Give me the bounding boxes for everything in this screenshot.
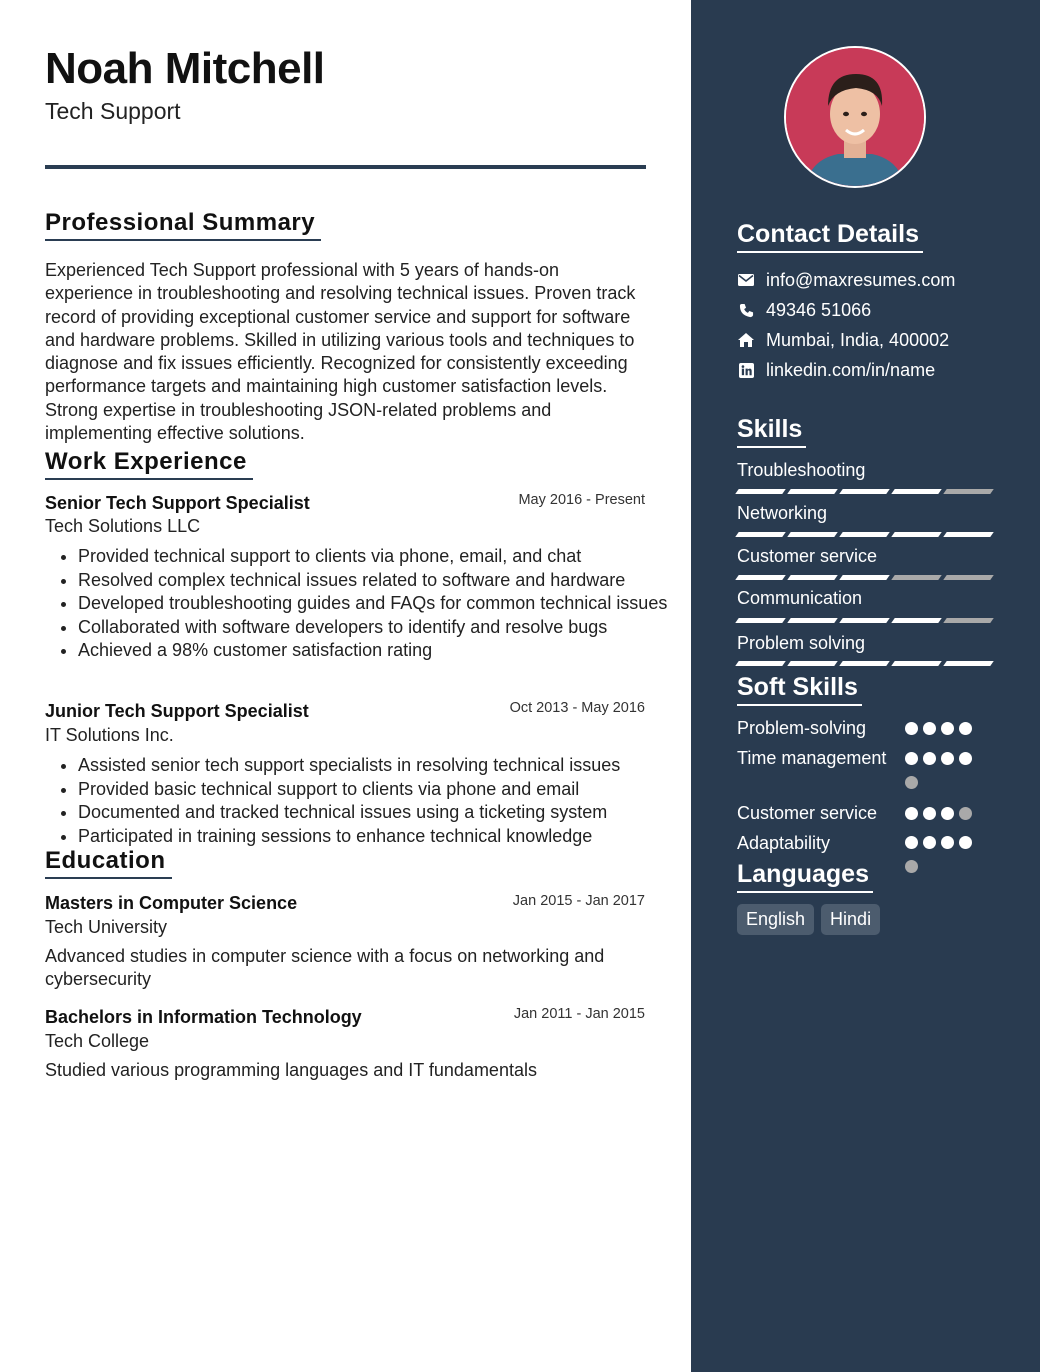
contact-phone[interactable] [737,298,871,322]
skill-level-segment [839,575,890,580]
soft-skill-dot [959,752,972,765]
envelope-icon [737,271,755,289]
skill-bar [737,532,997,537]
skill-label: Networking [737,503,828,523]
skill-level-segment [839,661,890,666]
soft-skill-label: Adaptability [737,833,831,853]
skill-level-segment [891,618,942,623]
skill-level-segment [735,618,786,623]
summary-heading: Professional Summary [45,209,321,241]
skill-level-segment [787,618,838,623]
contact-email[interactable] [737,268,955,292]
skill-label: Problem solving [737,633,866,653]
skill-level-segment [943,575,994,580]
degree-description: Studied various programming languages and IT fundamentals [45,1060,537,1080]
soft-skill-dot [941,836,954,849]
degree-title: Bachelors in Information Technology [45,1007,362,1027]
job-bullets [45,754,678,848]
experience-heading: Work Experience [45,448,253,480]
skill-level-segment [839,489,890,494]
degree-title: Masters in Computer Science [45,893,298,913]
skill-level-segment [891,489,942,494]
skill-level-segment [891,661,942,666]
skill-bar [737,618,997,623]
contact-linkedin-text: linkedin.com/in/name [766,359,936,380]
job-dates: May 2016 - Present [518,492,645,508]
soft-skill-dots [905,752,977,800]
skill-label: Customer service [737,546,878,566]
soft-skill-dot [923,836,936,849]
contact-address [737,328,949,352]
list-item: • Collaborated with software developers to identify and resolve bugs [78,616,678,640]
skill-level-segment [787,532,838,537]
skill-bar [737,489,997,494]
job-bullets [45,545,678,663]
soft-skill-dot [923,752,936,765]
candidate-name: Noah Mitchell [45,44,325,93]
skills-heading: Skills [737,415,806,448]
school-name: Tech University [45,917,168,937]
soft-skill-label: Time management [737,748,887,768]
job-title: Junior Tech Support Specialist [45,701,309,721]
sidebar [691,0,1040,1372]
contact-heading: Contact Details [737,220,923,253]
soft-skill-dot [905,836,918,849]
skill-level-segment [735,661,786,666]
list-item: • Participated in training sessions to enhance technical knowledge [78,825,678,849]
skill-level-segment [943,618,994,623]
skill-level-segment [787,661,838,666]
list-item: • Assisted senior tech support specialists in resolving technical issues [78,754,678,778]
list-item: • Documented and tracked technical issues using a ticketing system [78,801,678,825]
skill-level-segment [839,532,890,537]
soft-skill-dot [959,807,972,820]
skill-level-segment [735,532,786,537]
list-item: • Provided basic technical support to clients via phone and email [78,778,678,802]
list-item: • Provided technical support to clients via phone, email, and chat [78,545,678,569]
profile-photo [784,46,926,188]
job-title: Senior Tech Support Specialist [45,493,310,513]
skill-level-segment [943,489,994,494]
skill-label: Troubleshooting [737,460,866,480]
language-pill: English [737,904,814,935]
list-item: • Resolved complex technical issues related to software and hardware [78,569,678,593]
soft-skill-dot [905,722,918,735]
skill-bar [737,575,997,580]
soft-skill-dot [959,836,972,849]
contact-linkedin[interactable] [737,358,935,382]
soft-skill-dots [905,722,977,746]
soft-skill-dot [959,722,972,735]
soft-skill-dot [905,752,918,765]
skill-level-segment [891,575,942,580]
soft-skill-dot [941,722,954,735]
skill-level-segment [735,489,786,494]
school-name: Tech College [45,1031,150,1051]
soft-skill-dot [941,807,954,820]
soft-skill-dot [905,807,918,820]
soft-skill-dot [923,807,936,820]
contact-phone-text: 49346 51066 [766,299,872,320]
languages-heading: Languages [737,860,873,893]
list-item: • Developed troubleshooting guides and FAQs for common technical issues [78,592,678,616]
contact-address-text: Mumbai, India, 400002 [766,329,950,350]
skill-label: Communication [737,588,863,608]
phone-icon [737,301,755,319]
skill-level-segment [943,661,994,666]
degree-dates: Jan 2015 - Jan 2017 [512,893,645,909]
education-heading: Education [45,847,172,879]
soft-skill-label: Customer service [737,803,878,823]
summary-text: Experienced Tech Support professional with 5 years of hands-on experience in troubleshooting and resolving technical issues. Proven track record of providing exceptional customer service and support for software and hardware problems. Skilled in utilizing various tools and techniques to diagnose and fix issues efficiently. Recognized for consistently exceeding performance targets and maintaining high customer satisfaction levels. Strong expertise in troubleshooting JSON-related problems and implementing effective solutions. [45,260,636,444]
skill-level-segment [787,489,838,494]
soft-skill-dot [905,860,918,873]
list-item: • Achieved a 98% customer satisfaction rating [78,639,678,663]
skill-level-segment [891,532,942,537]
contact-email-text: info@maxresumes.com [766,269,956,290]
skill-level-segment [943,532,994,537]
degree-dates: Jan 2011 - Jan 2015 [513,1006,645,1022]
soft-skill-dots [905,836,977,884]
skill-bar [737,661,997,666]
job-company: IT Solutions Inc. [45,725,174,745]
language-pill: Hindi [821,904,880,935]
soft-skill-dot [923,722,936,735]
linkedin-icon [737,361,755,379]
soft-skills-heading: Soft Skills [737,673,862,706]
soft-skill-label: Problem-solving [737,718,867,738]
soft-skill-dot [905,776,918,789]
language-list [737,904,880,935]
degree-description: Advanced studies in computer science with a focus on networking and cybersecurity [45,946,605,990]
job-company: Tech Solutions LLC [45,516,201,536]
skill-level-segment [839,618,890,623]
skill-level-segment [787,575,838,580]
skill-level-segment [735,575,786,580]
soft-skill-dots [905,807,977,831]
person-portrait-icon [786,48,924,186]
candidate-title: Tech Support [45,98,181,124]
home-icon [737,331,755,349]
job-dates: Oct 2013 - May 2016 [509,700,645,716]
soft-skill-dot [941,752,954,765]
header-divider [45,165,646,169]
